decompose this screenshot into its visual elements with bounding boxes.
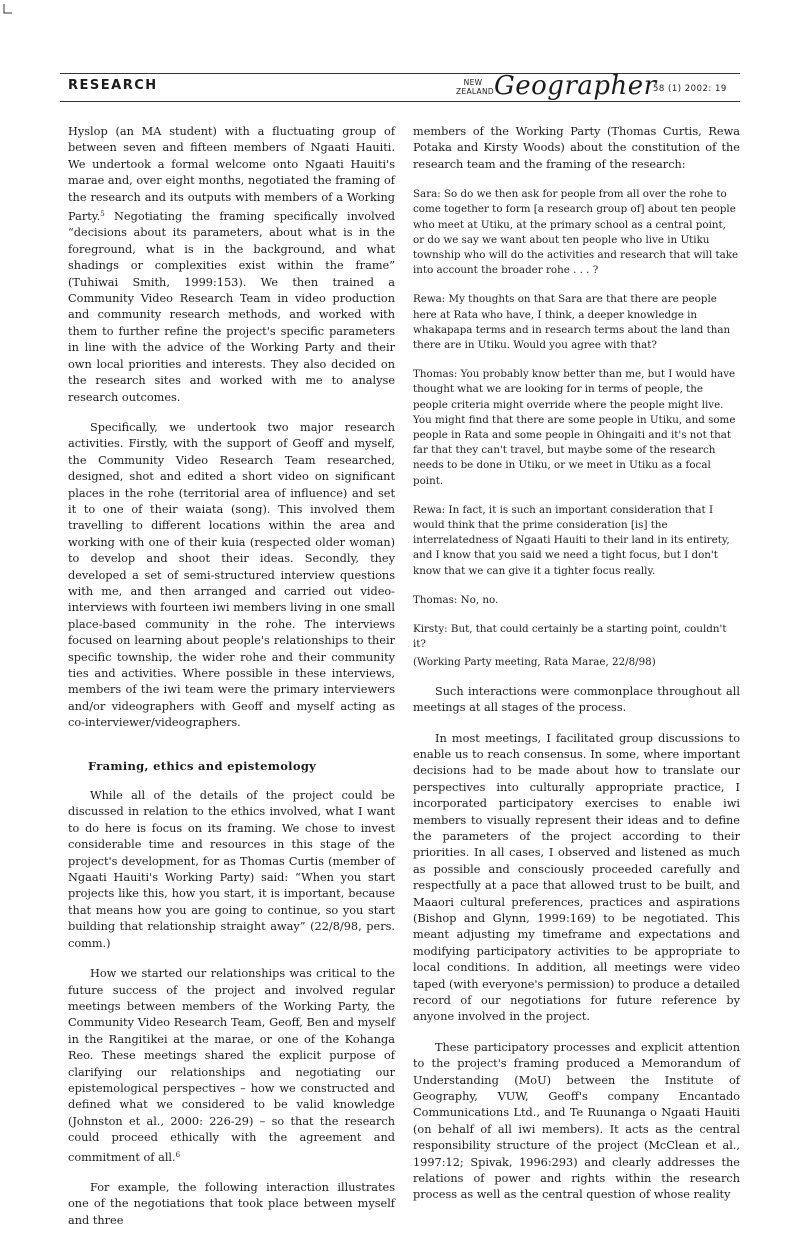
paragraph: While all of the details of the project could be discussed in relation to the ethics involved, what I want to do here is focus on its framing. We chose to invest considerable time and resources in this stage of the project's development, for as Thomas Curtis (member of Ngaati Hauiti's Working Party) said: “When you start projects like this, how you start, it is important, because that means how you are going to continue, so you start building that relationship straight away” (22/8/98, pers. comm.): [68, 789, 395, 950]
block-quote: Sara: So do we then ask for people from all over the rohe to come together to form [a research group of] about ten people who meet at Utiku, at the primary school as a central point, or do we say we want about ten people who live in Utiku township who will do the activities and research that will take into account the broader rohe . . . ?: [413, 188, 739, 277]
paragraph: Such interactions were commonplace throughout all meetings at all stages of the process.: [413, 684, 740, 715]
block-quote: Rewa: My thoughts on that Sara are that there are people here at Rata who have, I think, a deeper knowledge in whakapapa terms and in research terms about the land than there are in Utiku. Would you agree with that?: [413, 293, 731, 352]
block-quote: Kirsty: But, that could certainly be a starting point, couldn't it?: [413, 623, 727, 651]
right-column: [413, 124, 740, 1218]
footnote-marker: 5: [100, 210, 105, 219]
journal-prefix-line1: NEW: [463, 78, 483, 87]
issue-info: 58 (1) 2002: 19: [653, 84, 727, 94]
left-column: [68, 124, 395, 1243]
block-quote: Thomas: No, no.: [413, 593, 499, 606]
paragraph: For example, the following interaction illustrates one of the negotiations that took place between myself and three: [68, 1180, 395, 1227]
paragraph: members of the Working Party (Thomas Curtis, Rewa Potaka and Kirsty Woods) about the constitution of the research team and the framing of the research:: [413, 125, 740, 171]
block-quote: Thomas: You probably know better than me, but I would have thought what we are looking for in terms of people, the people criteria might override where the people might live. You might find that there are some people in Utiku, and some people in Rata and some people in Ohingaiti and it's not that far that they can't travel, but maybe some of the research needs to be done in Utiku, or we meet in Utiku as a focal point.: [413, 368, 736, 487]
footnote-marker: 6: [175, 1150, 181, 1159]
paragraph: These participatory processes and explicit attention to the project's framing produced a Memorandum of Understanding (MoU) between the Institute of Geography, VUW, Geoff's company Encantado Communications Ltd., and Te Ruunanga o Ngaati Hauiti (on behalf of all iwi members). It acts as the central responsibility structure of the project (McClean et al., 1997:12; Spivak, 1996:293) and clearly addresses the relations of power and rights within the research process as well as the central question of whose reality: [413, 1040, 740, 1202]
quote-citation: (Working Party meeting, Rata Marae, 22/8/98): [413, 655, 656, 668]
paragraph: Specifically, we undertook two major research activities. Firstly, with the support of Geoff and myself, the Community Video Research Team researched, designed, shot and edited a short video on significant places in the rohe (territorial area of influence) and set it to one of their waiata (song). This involved them travelling to different locations within the area and working with one of their kuia (respected older woman) to develop and shoot their ideas. Secondly, they developed a set of semi-structured interview questions with me, and then arranged and carried out video-interviews with fourteen iwi members living in one small place-based community in the rohe. The interviews focused on learning about people's relationships to their specific township, the wider rohe and their community ties and activities. Where possible in these interviews, members of the iwi team were the primary interviewers and/or videographers with Geoff and myself acting as co-interviewer/videographers.: [68, 420, 395, 730]
paragraph: In most meetings, I facilitated group discussions to enable us to reach consensus. In some, where important decisions had to be made about how to translate our perspectives into culturally appropriate practice, I incorporated participatory exercises to enable iwi members to visually represent their ideas and to define the parameters of the project according to their priorities. In all cases, I observed and listened as much as possible and consciously proceeded carefully and respectfully at a pace that allowed trust to be built, and Maaori cultural preferences, practices and aspirations (Bishop and Glynn, 1999:169) to be negotiated. This meant adjusting my timeframe and expectations and modifying participatory activities to be appropriate to local conditions. In addition, all meetings were video taped (with everyone's permission) to produce a detailed record of our negotiations for future reference by anyone involved in the project.: [413, 731, 740, 1024]
section-title: RESEARCH: [68, 78, 158, 93]
crop-mark-icon: [3, 4, 13, 14]
journal-prefix: [456, 78, 494, 96]
journal-name: Geographer: [494, 71, 657, 101]
journal-prefix-line2: ZEALAND: [456, 87, 494, 96]
header-bottom-rule: [60, 101, 740, 102]
paragraph: Hyslop (an MA student) with a fluctuating group of between seven and fifteen members of Ngaati Hauiti. We undertook a formal welcome onto Ngaati Hauiti's marae and, over eight months, negotiated the framing of the research and its outputs with members of a Working Party.$^5$ Negotiating the framing specifically involved “decisions about its parameters, about what is in the foreground, what is in the background, and what shadings or complexities exist within the frame” (Tuhiwai Smith, 1999:153). We then trained a Community Video Research Team in video production and community research methods, and worked with them to further refine the project's specific parameters in line with the advice of the Working Party and their own local priorities and interests. They also decided on the research sites and worked with me to analyse research outcomes.: [68, 125, 395, 404]
paragraph: How we started our relationships was critical to the future success of the project and involved regular meetings between members of the Working Party, the Community Video Research Team, Geoff, Ben and myself in the Rangitikei at the marae, or one of the Kohanga Reo. These meetings shared the explicit purpose of clarifying our relationships and negotiating our epistemological perspectives – how we constructed and defined what we considered to be valid knowledge (Johnston et al., 2000: 226-29) – so that the research could proceed ethically with the agreement and commitment of all.$^6$: [68, 967, 395, 1164]
block-quote: Rewa: In fact, it is such an important consideration that I would think that the prime consideration [is] the interrelatedness of Ngaati Hauiti to their land in its entirety, and I know that you said we need a tight focus, but I don't know that we can give it a tighter focus really.: [413, 503, 730, 577]
section-heading: Framing, ethics and epistemology: [88, 758, 317, 773]
